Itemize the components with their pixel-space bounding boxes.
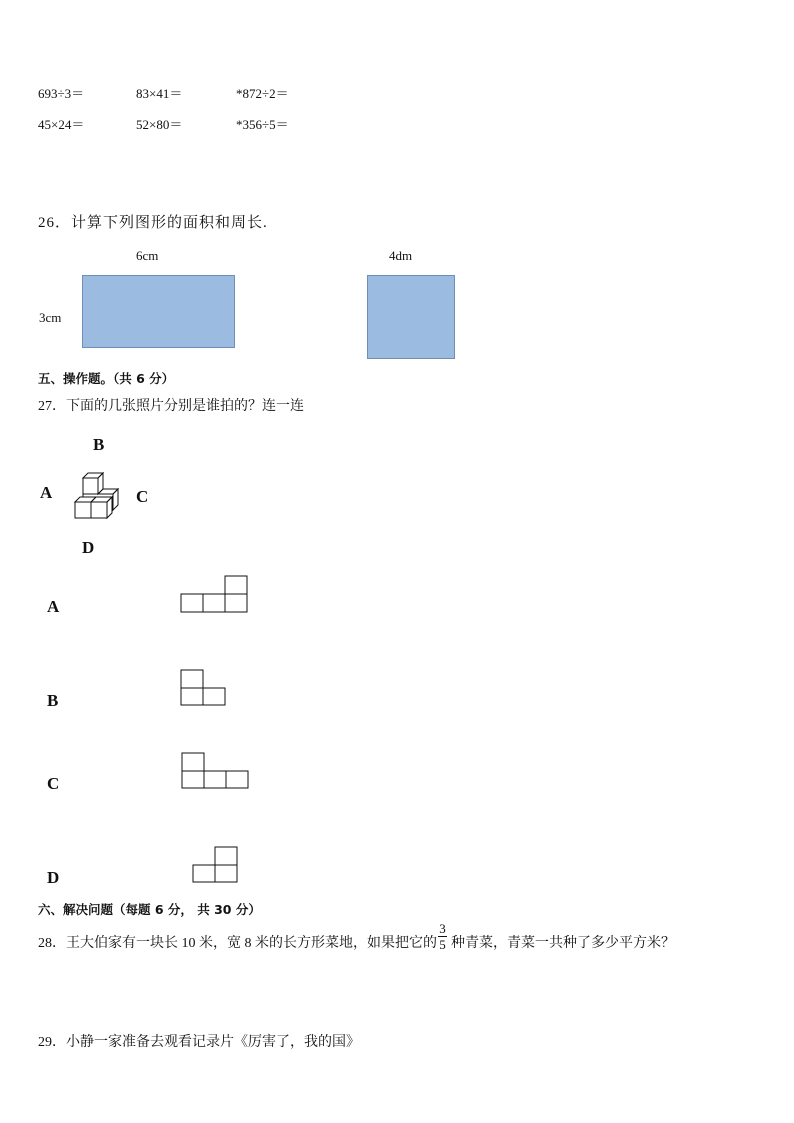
fraction-three-fifths [438,922,447,951]
section-5-heading: 五、操作题。（共 6 分） [38,371,175,386]
view-label-left: A [40,483,53,502]
view-shape-c [181,752,251,790]
fraction-numerator: 3 [439,921,446,936]
answer-label-b: B [47,691,59,710]
section-6-heading: 六、解决问题（每题 6 分， 共 30 分） [38,902,261,917]
calc-5: 52×80＝ [136,117,183,132]
view-shape-b [180,669,228,707]
question-29: 29．小静一家准备去观看记录片《厉害了，我的国》 [38,1035,360,1050]
square-shape [367,275,455,359]
fraction-denominator: 5 [439,937,446,952]
question-27: 27．下面的几张照片分别是谁拍的？连一连 [38,399,304,414]
calc-4: 45×24＝ [38,117,85,132]
view-shape-d [192,846,240,884]
square-label: 4dm [389,248,413,263]
question-26: 26．计算下列图形的面积和周长. [38,215,268,231]
answer-label-a: A [47,597,60,616]
view-label-bottom: D [82,538,95,557]
question-28-text-before: 28．王大伯家有一块长 10 米，宽 8 米的长方形菜地，如果把它的 [38,936,437,951]
rect-height-label: 3cm [39,310,62,325]
rect-width-label: 6cm [136,248,159,263]
view-label-top: B [93,435,105,454]
view-label-right: C [136,487,149,506]
cube-stack-figure [72,470,122,525]
view-shape-a [180,576,250,614]
answer-label-d: D [47,868,60,887]
calc-6: *356÷5＝ [236,117,289,132]
question-28-text-after: 种青菜，青菜一共种了多少平方米？ [451,936,675,951]
calc-3: *872÷2＝ [236,86,289,101]
question-28 [38,932,675,952]
calc-1: 693÷3＝ [38,86,85,101]
calc-2: 83×41＝ [136,86,183,101]
rectangle-shape [82,275,235,348]
answer-label-c: C [47,774,60,793]
